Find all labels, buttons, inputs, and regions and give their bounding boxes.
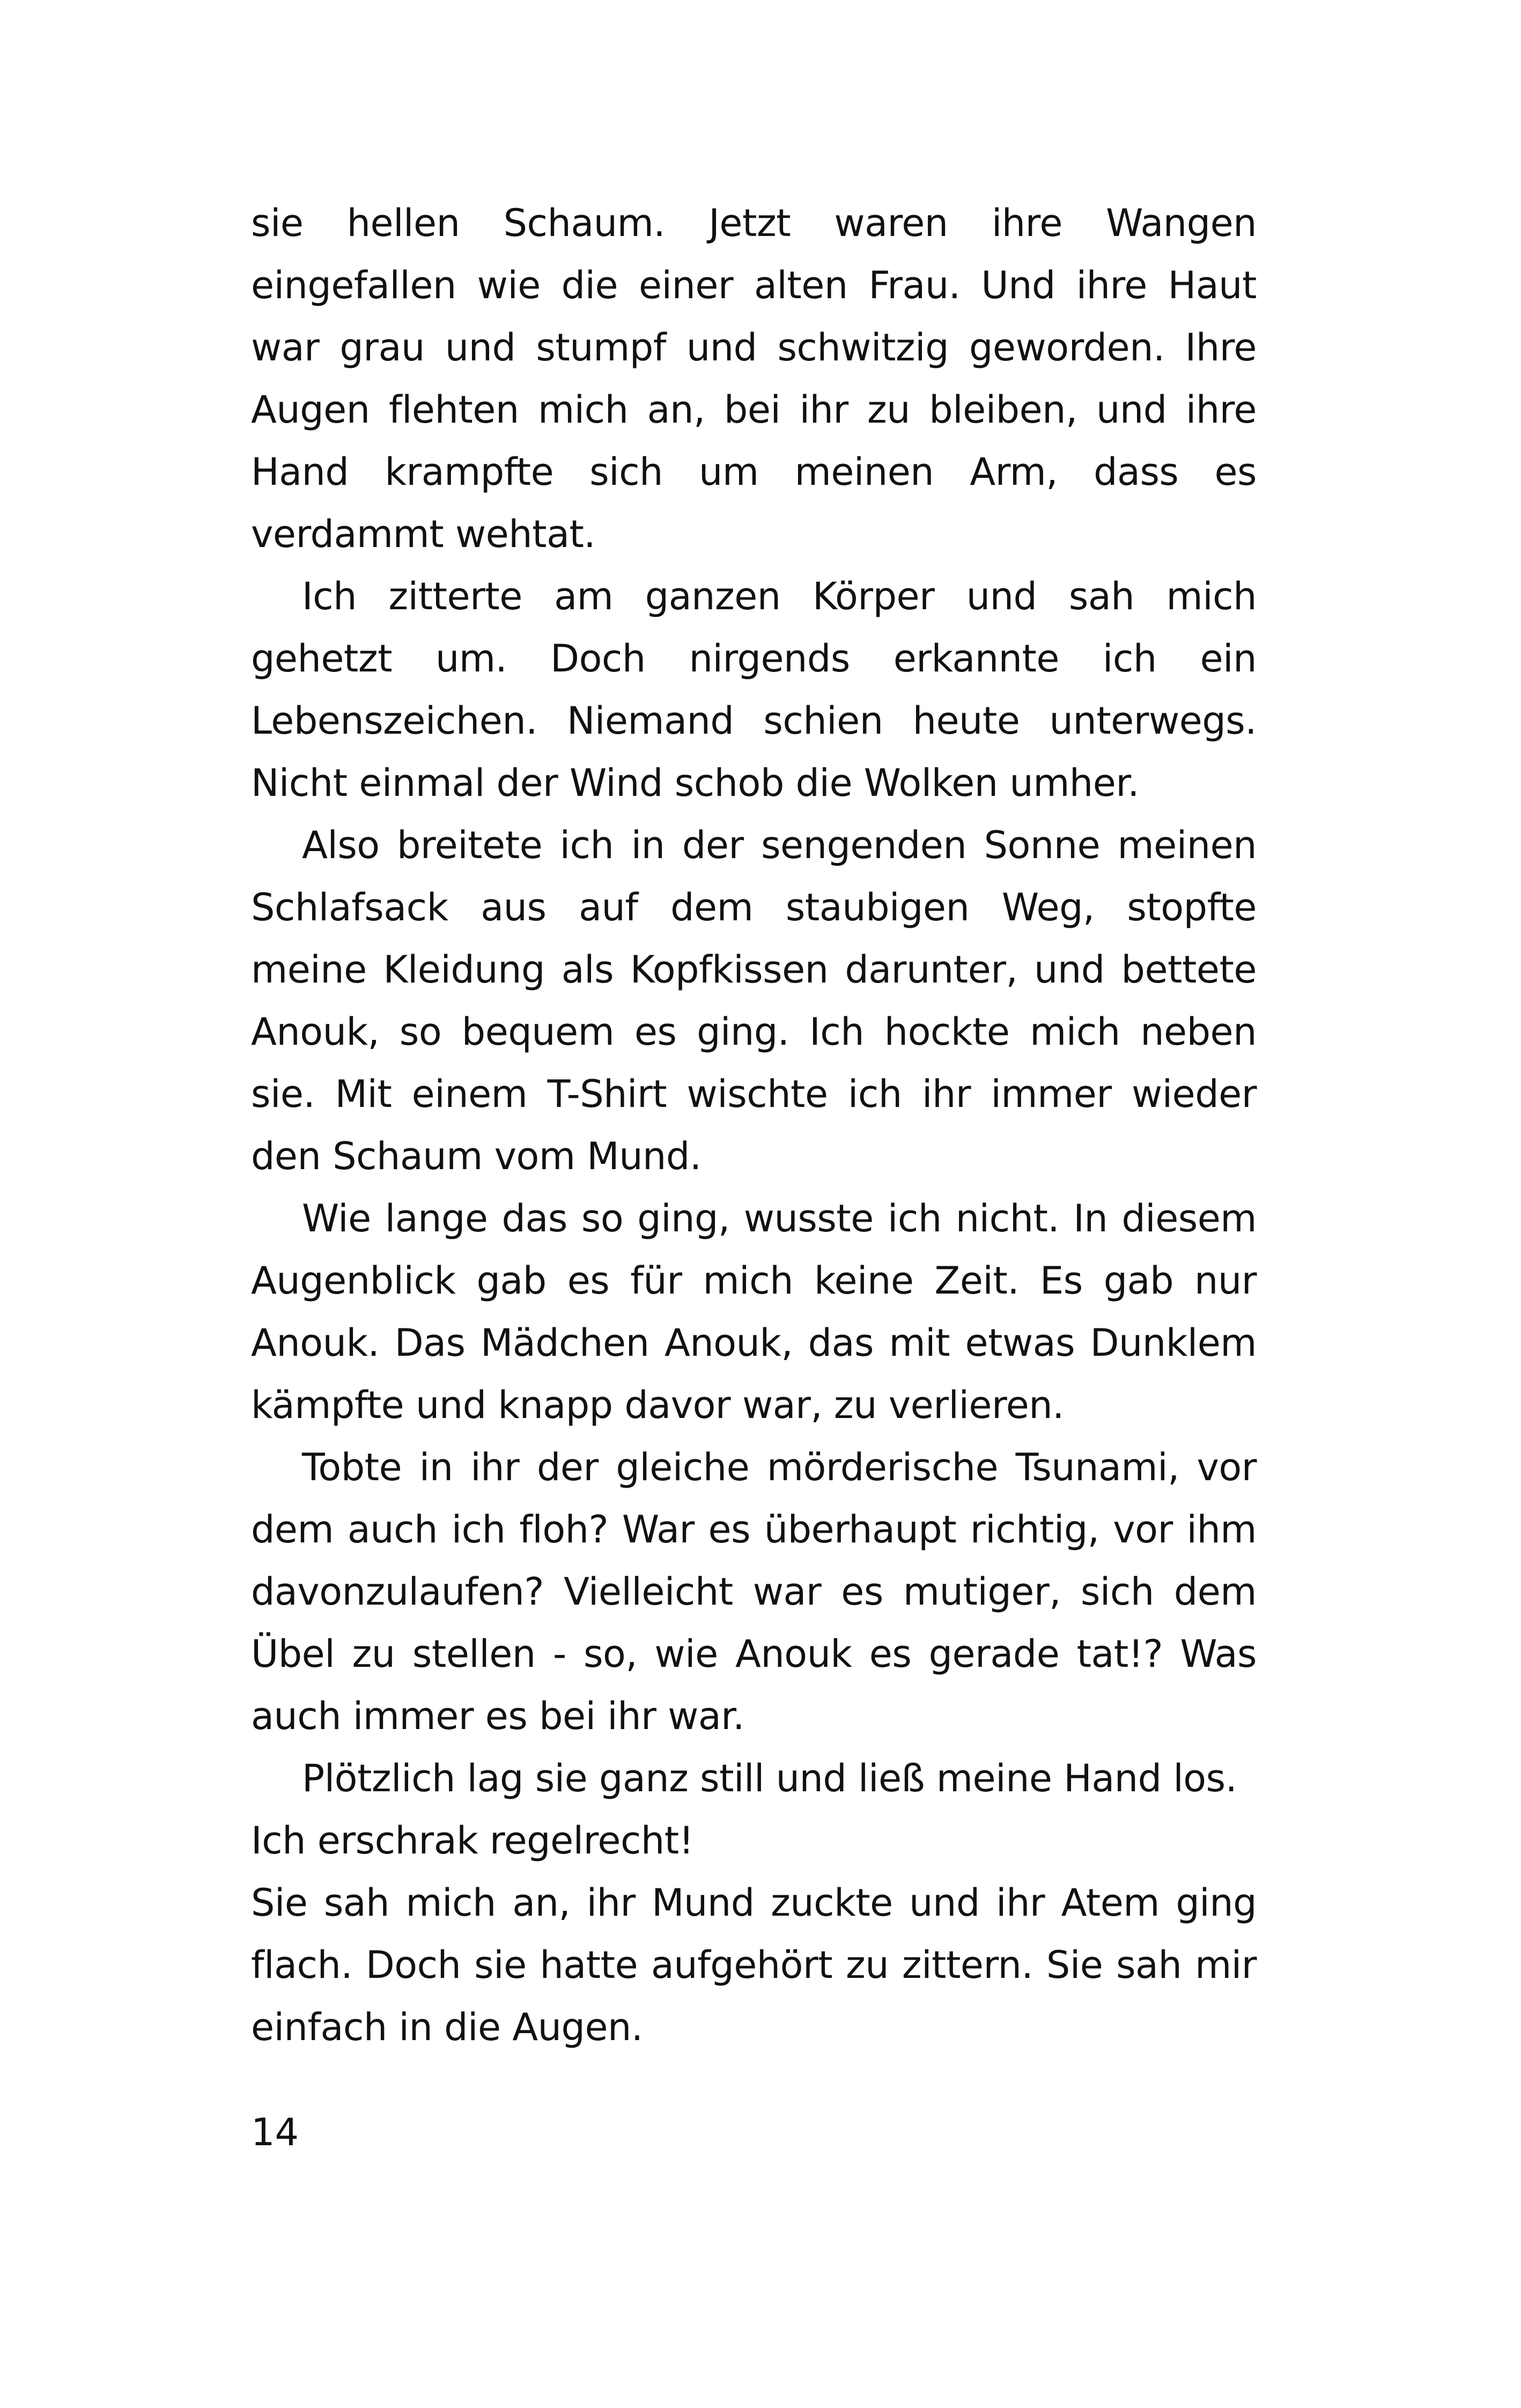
paragraph-8: Sie sah mich an, ihr Mund zuckte und ihr Atem ging flach. Doch sie hatte aufgehört zu zittern. Sie sah mir einfach in die Augen. (251, 1881, 1257, 2049)
paragraph-5: Tobte in ihr der gleiche mörderische Tsunami, vor dem auch ich floh? War es überhaupt richtig, vor ihm davonzulaufen? Vielleicht war es mutiger, sich dem Übel zu stellen - so, wie Anouk es gerade tat!? Was auch immer es bei ihr war. (251, 1445, 1257, 1738)
body-text (251, 192, 1257, 2058)
paragraph-2: Ich zitterte am ganzen Körper und sah mich gehetzt um. Doch nirgends erkannte ich ein Lebenszeichen. Niemand schien heute unterwegs. Nicht einmal der Wind schob die Wolken umher. (251, 574, 1257, 805)
paragraph-4: Wie lange das so ging, wusste ich nicht. In diesem Augenblick gab es für mich keine Zeit. Es gab nur Anouk. Das Mädchen Anouk, das mit etwas Dunklem kämpfte und knapp davor war, zu verlieren. (251, 1196, 1257, 1427)
paragraph-3: Also breitete ich in der sengenden Sonne meinen Schlafsack aus auf dem staubigen Weg, stopfte meine Kleidung als Kopfkissen darunter, und bettete Anouk, so bequem es ging. Ich hockte mich neben sie. Mit einem T-Shirt wischte ich ihr immer wieder den Schaum vom Mund. (251, 823, 1257, 1178)
page-number: 14 (251, 2110, 299, 2154)
paragraph-1: sie hellen Schaum. Jetzt waren ihre Wangen eingefallen wie die einer alten Frau. Und ihre Haut war grau und stumpf und schwitzig geworden. Ihre Augen flehten mich an, bei ihr zu bleiben, und ihre Hand krampfte sich um meinen Arm, dass es verdammt wehtat. (251, 201, 1257, 556)
paragraph-6: Plötzlich lag sie ganz still und ließ meine Hand los. (302, 1756, 1237, 1800)
paragraph-7: Ich erschrak regelrecht! (251, 1819, 694, 1863)
